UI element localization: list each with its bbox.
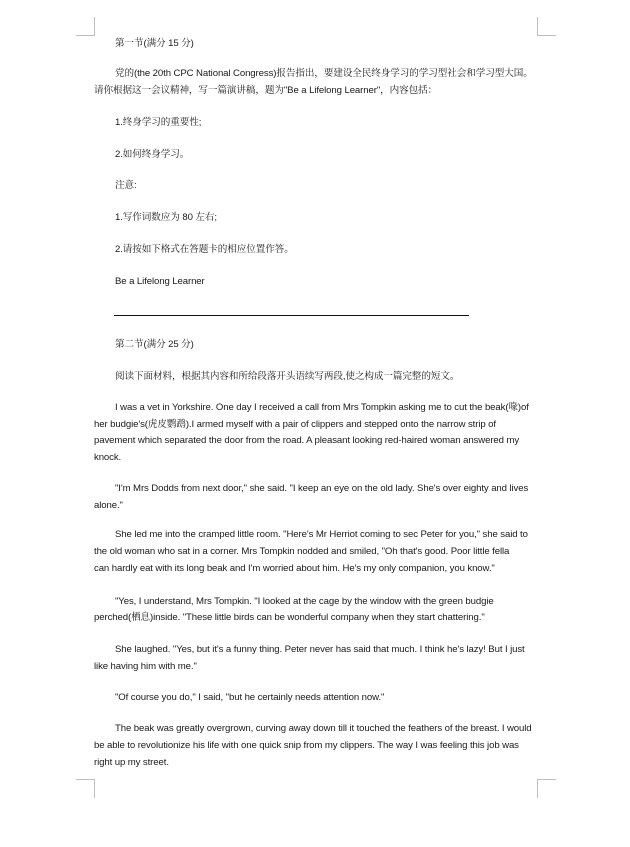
- margin-corner-mark-top-left: [76, 17, 95, 36]
- section1-notice-label: 注意:: [115, 180, 137, 191]
- paragraph-line: perched(栖息)inside. "These little birds can be wonderful company when they start chattering.": [94, 612, 485, 623]
- paragraph-line: The beak was greatly overgrown, curving away down till it touched the feathers of the breast. I would: [115, 723, 532, 734]
- section1-note-2: 2.请按如下格式在答题卡的相应位置作答。: [115, 244, 294, 255]
- paragraph-line: pavement which separated the door from the road. A pleasant looking red-haired woman answered my: [94, 435, 520, 446]
- paragraph-line: She led me into the cramped little room. "Here's Mr Herriot coming to sec Peter for you," she said to: [115, 529, 528, 540]
- section2-title: 第二节(满分 25 分): [115, 339, 194, 350]
- paragraph-line: alone.": [94, 500, 123, 511]
- essay-title: Be a Lifelong Learner: [115, 276, 205, 287]
- paragraph-line: knock.: [94, 452, 122, 463]
- section1-prompt-line-1: 党的(the 20th CPC National Congress)报告指出，要建设全民终身学习的学习型社会和学习型大国。: [115, 68, 533, 79]
- paragraph-line: "Of course you do," I said, "but he certainly needs attention now.": [115, 692, 385, 703]
- margin-corner-mark-bottom-right: [537, 779, 556, 798]
- paragraph-line: right up my street.: [94, 757, 169, 768]
- section1-note-1: 1.写作词数应为 80 左右;: [115, 212, 217, 223]
- paragraph-line: can hardly eat with its long beak and I'm worried about him. He's my only companion, you know.": [94, 563, 495, 574]
- section2-instruction: 阅读下面材料，根据其内容和所给段落开头语续写两段,使之构成一篇完整的短文。: [115, 371, 460, 382]
- section1-prompt-line-2: 请你根据这一会议精神，写一篇演讲稿，题为"Be a Lifelong Learner"，内容包括：: [94, 85, 438, 96]
- margin-corner-mark-bottom-left: [76, 779, 95, 798]
- paragraph-line: I was a vet in Yorkshire. One day I received a call from Mrs Tompkin asking me to cut the beak(喙)of: [115, 402, 529, 413]
- paragraph-line: "Yes, I understand, Mrs Tompkin. "I looked at the cage by the window with the green budgie: [115, 596, 494, 607]
- section1-title: 第一节(满分 15 分): [115, 38, 194, 49]
- paragraph-line: be able to revolutionize his life with one quick snip from my clippers. The way I was feeling this job was: [94, 740, 519, 751]
- paragraph-line: the old woman who sat in a corner. Mrs Tompkin nodded and smiled, "Oh that's good. Poor little fella: [94, 546, 510, 557]
- paragraph-line: like having him with me.": [94, 661, 197, 672]
- paragraph-line: She laughed. "Yes, but it's a funny thing. Peter never has said that much. I think he's lazy! But I just: [115, 644, 525, 655]
- paragraph-line: her budgie's(虎皮鹦鹉).I armed myself with a pair of clippers and stepped onto the narrow strip of: [94, 419, 496, 430]
- section1-point-2: 2.如何终身学习。: [115, 149, 190, 160]
- margin-corner-mark-top-right: [537, 17, 556, 36]
- section1-point-1: 1.终身学习的重要性;: [115, 117, 202, 128]
- answer-underline: [114, 315, 469, 316]
- paragraph-line: "I'm Mrs Dodds from next door," she said. "I keep an eye on the old lady. She's over eighty and lives: [115, 483, 529, 494]
